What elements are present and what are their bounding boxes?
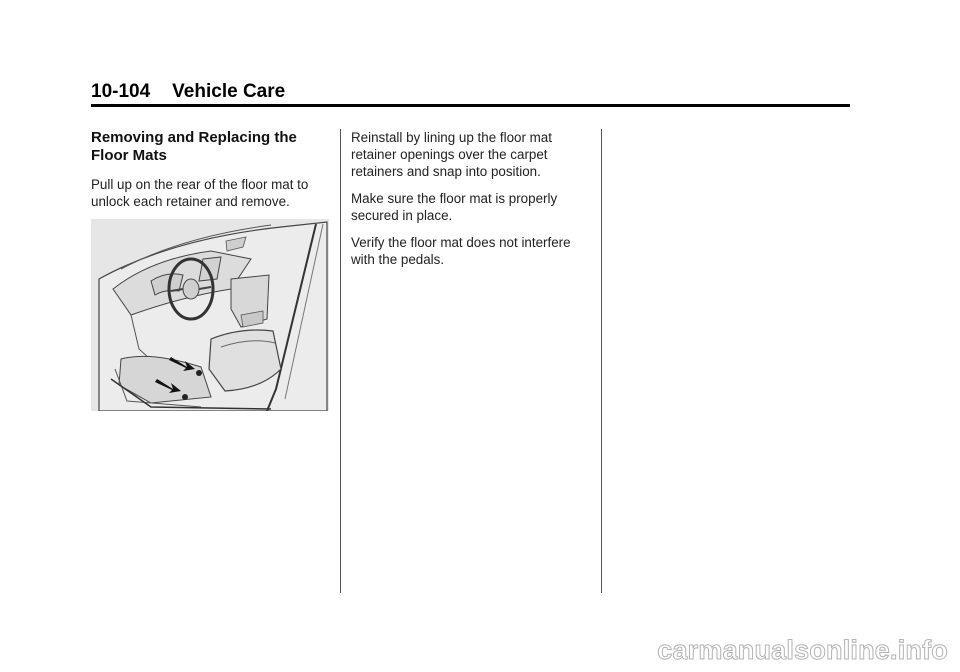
page-header (91, 81, 285, 103)
column-divider (340, 129, 341, 593)
column-1 (91, 129, 331, 220)
paragraph: Verify the floor mat does not interfere with the pedals. (351, 235, 571, 267)
column-divider (601, 129, 602, 593)
subsection-heading: Removing and Replacing the Floor Mats (91, 129, 297, 164)
paragraph: Make sure the floor mat is properly secured in place. (351, 191, 558, 223)
page-number: 10-104 (91, 81, 151, 102)
section-title: Vehicle Care (172, 81, 286, 102)
watermark: carmanualsonline.info (657, 635, 948, 665)
instruction-paragraph: Pull up on the rear of the floor mat to unlock each retainer and remove. (91, 177, 309, 209)
paragraph: Reinstall by lining up the floor mat retainer openings over the carpet retainers and snap into position. (351, 130, 552, 179)
floor-mat-illustration (91, 219, 329, 411)
column-2 (351, 129, 591, 278)
header-rule (91, 104, 850, 107)
